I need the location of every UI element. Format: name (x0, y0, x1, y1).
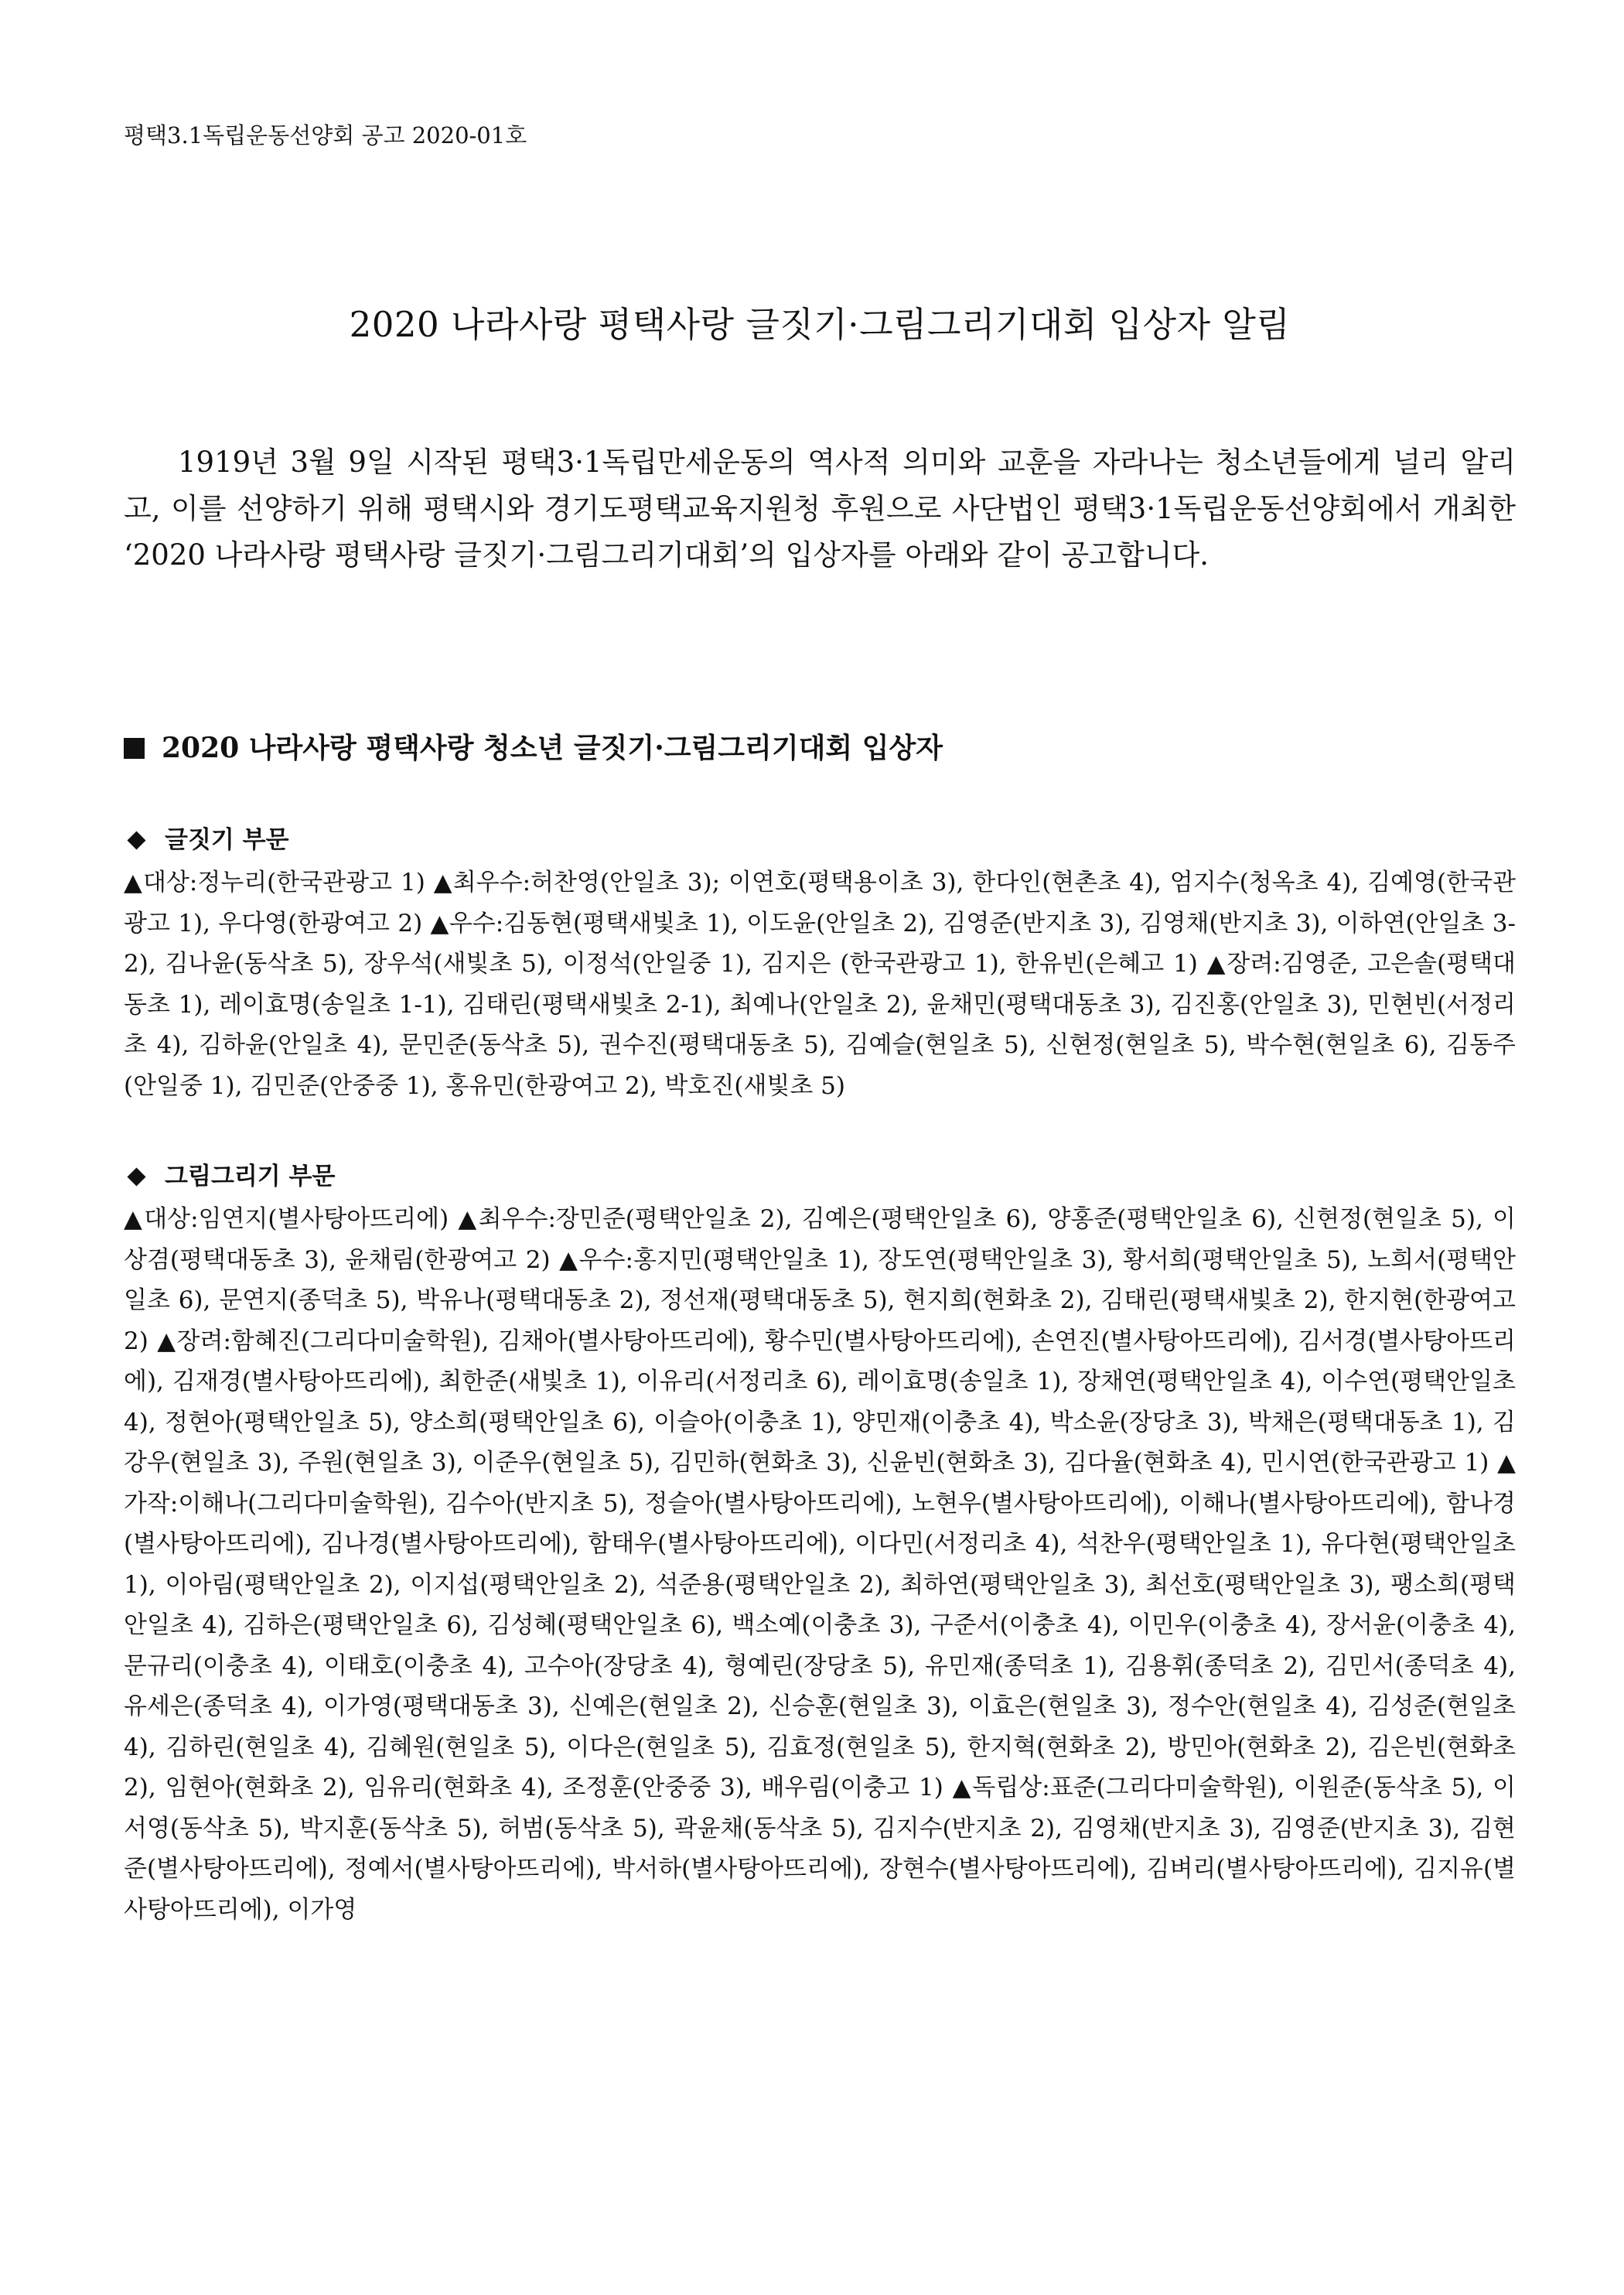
black-square-icon (124, 738, 145, 759)
winners-list: ▲대상:정누리(한국관광고 1) ▲최우수:허찬영(안일초 3); 이연호(평택용이초 3), 한다인(현촌초 4), 엄지수(청옥초 4), 김예영(한국관광고 1), 우다영(한광여고 2) ▲우수:김동현(평택새빛초 1), 이도윤(안일초 2), 김영준(반지초 3), 김영채(반지초 3), 이하연(안일초 3-2), 김나윤(동삭초 5), 장우석(새빛초 5), 이정석(안일중 1), 김지은 (한국관광고 1), 한유빈(은혜고 1) ▲장려:김영준, 고은솔(평택대동초 1), 레이효명(송일초 1-1), 김태린(평택새빛초 2-1), 최예나(안일초 2), 윤채민(평택대동초 3), 김진홍(안일초 3), 민현빈(서정리초 4), 김하윤(안일초 4), 문민준(동삭초 5), 권수진(평택대동초 5), 김예슬(현일초 5), 신현정(현일초 5), 박수현(현일초 6), 김동주(안일중 1), 김민준(안중중 1), 홍유민(한광여고 2), 박호진(새빛초 5) (124, 869, 1516, 1100)
black-diamond-icon (127, 1167, 145, 1186)
category-title: 글짓기 부문 (165, 826, 289, 854)
section-heading (124, 729, 1516, 767)
document-page (124, 120, 1516, 1930)
category-heading (124, 1160, 1516, 1193)
category-heading (124, 824, 1516, 856)
winners-list: ▲대상:임연지(별사탕아뜨리에) ▲최우수:장민준(평택안일초 2), 김예은(평택안일초 6), 양홍준(평택안일초 6), 신현정(현일초 5), 이상겸(평택대동초 3), 윤채림(한광여고 2) ▲우수:홍지민(평택안일초 1), 장도연(평택안일초 3), 황서희(평택안일초 5), 노희서(평택안일초 6), 문연지(종덕초 5), 박유나(평택대동초 2), 정선재(평택대동초 5), 현지희(현화초 2), 김태린(평택새빛초 2), 한지현(한광여고 2) ▲장려:함혜진(그리다미술학원), 김채아(별사탕아뜨리에), 황수민(별사탕아뜨리에), 손연진(별사탕아뜨리에), 김서경(별사탕아뜨리에), 김재경(별사탕아뜨리에), 최한준(새빛초 1), 이유리(서정리초 6), 레이효명(송일초 1), 장채연(평택안일초 4), 이수연(평택안일초 4), 정현아(평택안일초 5), 양소희(평택안일초 6), 이슬아(이충초 1), 양민재(이충초 4), 박소윤(장당초 3), 박채은(평택대동초 1), 김강우(현일초 3), 주원(현일초 3), 이준우(현일초 5), 김민하(현화초 3), 신윤빈(현화초 3), 김다율(현화초 4), 민시연(한국관광고 1) ▲가작:이해나(그리다미술학원), 김수아(반지초 5), 정슬아(별사탕아뜨리에), 노현우(별사탕아뜨리에), 이해나(별사탕아뜨리에), 함나경(별사탕아뜨리에), 김나경(별사탕아뜨리에), 함태우(별사탕아뜨리에), 이다민(서정리초 4), 석찬우(평택안일초 1), 유다현(평택안일초 1), 이아림(평택안일초 2), 이지섭(평택안일초 2), 석준용(평택안일초 2), 최하연(평택안일초 3), 최선호(평택안일초 3), 팽소희(평택안일초 4), 김하은(평택안일초 6), 김성혜(평택안일초 6), 백소예(이충초 3), 구준서(이충초 4), 이민우(이충초 4), 장서윤(이충초 4), 문규리(이충초 4), 이태호(이충초 4), 고수아(장당초 4), 형예린(장당초 5), 유민재(종덕초 1), 김용휘(종덕초 2), 김민서(종덕초 4), 유세은(종덕초 4), 이가영(평택대동초 3), 신예은(현일초 2), 신승훈(현일초 3), 이효은(현일초 3), 정수안(현일초 4), 김성준(현일초 4), 김하린(현일초 4), 김혜원(현일초 5), 이다은(현일초 5), 김효정(현일초 5), 한지혁(현화초 2), 방민아(현화초 2), 김은빈(현화초 2), 임현아(현화초 2), 임유리(현화초 4), 조정훈(안중중 3), 배우림(이충고 1) ▲독립상:표준(그리다미술학원), 이원준(동삭초 5), 이서영(동삭초 5), 박지훈(동삭초 5), 허범(동삭초 5), 곽윤채(동삭초 5), 김지수(반지초 2), 김영채(반지초 3), 김영준(반지초 3), 김현준(별사탕아뜨리에), 정예서(별사탕아뜨리에), 박서하(별사탕아뜨리에), 장현수(별사탕아뜨리에), 김벼리(별사탕아뜨리에), 김지유(별사탕아뜨리에), 이가영 (124, 1205, 1516, 1924)
intro-paragraph: 1919년 3월 9일 시작된 평택3·1독립만세운동의 역사적 의미와 교훈을 자라나는 청소년들에게 널리 알리고, 이를 선양하기 위해 평택시와 경기도평택교육지원청 후원으로 사단법인 평택3·1독립운동선양회에서 개최한 ‘2020 나라사랑 평택사랑 글짓기·그림그리기대회’의 입상자를 아래와 같이 공고합니다. (124, 446, 1516, 572)
document-title: 2020 나라사랑 평택사랑 글짓기·그림그리기대회 입상자 알림 (349, 304, 1291, 345)
section-heading-text: 2020 나라사랑 평택사랑 청소년 글짓기·그림그리기대회 입상자 (162, 732, 943, 764)
black-diamond-icon (127, 831, 145, 849)
category-title: 그림그리기 부문 (165, 1163, 336, 1190)
notice-number: 평택3.1독립운동선양회 공고 2020-01호 (124, 122, 527, 149)
category-writing (124, 824, 1516, 1106)
category-drawing (124, 1160, 1516, 1930)
